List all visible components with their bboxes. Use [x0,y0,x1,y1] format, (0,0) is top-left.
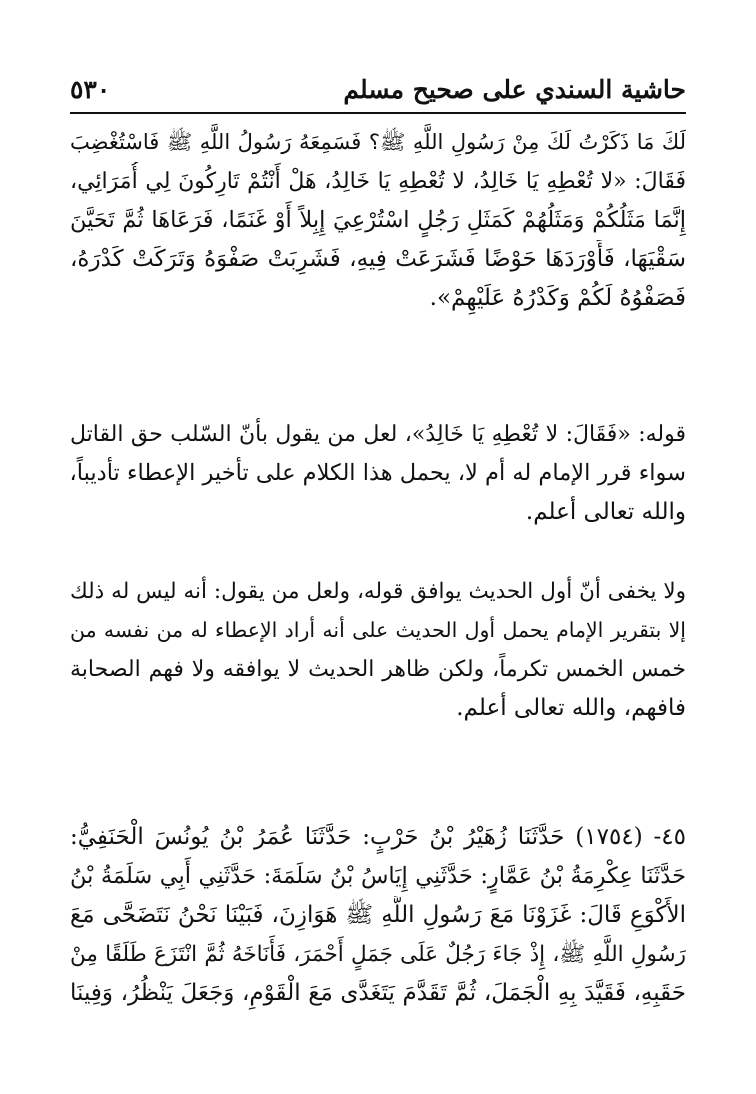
hadith-1754 [70,818,686,1013]
text-line: حَدَّثَنَا عِكْرِمَةُ بْنُ عَمَّارٍ: حَدَّثَنِي إِيَاسُ بْنُ سَلَمَةَ: حَدَّثَنِي أَبِي سَلَمَةُ بْنُ [70,863,686,889]
text-line: سَقْيَهَا، فَأَوْرَدَهَا حَوْضًا فَشَرَعَتْ فِيهِ، فَشَرِبَتْ صَفْوَهُ وَتَرَكَتْ كَدْرَهُ، [70,246,686,272]
text-line: فَصَفْوُهُ لَكُمْ وَكَدْرُهُ عَلَيْهِمْ». [429,285,686,311]
text-line: الأَكْوَعِ قَالَ: غَزَوْنَا مَعَ رَسُولِ اللَّهِ ﷺ هَوَازِنَ، فَبَيْنَا نَحْنُ نَتَضَحَّى مَعَ [70,902,686,928]
text-line: لَكَ مَا ذَكَرْتُ لَكَ مِنْ رَسُولِ اللَّهِ ﷺ؟ فَسَمِعَهُ رَسُولُ اللَّهِ ﷺ فَاسْتُغْضِبَ [70,130,686,154]
page-header [70,66,686,114]
commentary-paragraph-2 [70,572,686,728]
hadith-continuation [70,123,686,318]
text-line: فافهم، والله تعالى أعلم. [456,695,686,721]
page-number: ٥٣٠ [70,74,111,104]
text-line: إلا بتقرير الإمام يحمل أول الحديث على أنه أراد الإعطاء له من نفسه من [70,618,686,642]
text-line: رَسُولِ اللَّهِ ﷺ، إِذْ جَاءَ رَجُلٌ عَلَى جَمَلٍ أَحْمَرَ، فَأَنَاخَهُ ثُمَّ انْتَزَعَ طَلَقًا مِنْ [70,942,686,967]
text-line: إِنَّمَا مَثَلُكُمْ وَمَثَلُهُمْ كَمَثَلِ رَجُلٍ اسْتُرْعِيَ إِبِلاً أَوْ غَنَمًا، فَرَعَاهَا ثُمَّ تَحَيَّنَ [70,207,686,233]
text-line: فَقَالَ: «لا تُعْطِهِ يَا خَالِدُ، لا تُعْطِهِ يَا خَالِدُ، هَلْ أَنْتُمْ تَارِكُونَ لِي أُمَرَائِي، [70,169,686,194]
running-title: حاشية السندي على صحيح مسلم [343,74,686,104]
commentary-paragraph-1 [70,415,686,532]
text-line: حَقَبِهِ، فَقَيَّدَ بِهِ الْجَمَلَ، ثُمَّ تَقَدَّمَ يَتَغَدَّى مَعَ الْقَوْمِ، وَجَعَلَ يَنْظُرُ، وَفِينَا [70,980,686,1006]
text-line: خمس الخمس تكرماً، ولكن ظاهر الحديث لا يوافقه ولا فهم الصحابة [70,657,686,682]
text-line: ٤٥- (١٧٥٤) حَدَّثَنَا زُهَيْرُ بْنُ حَرْبٍ: حَدَّثَنَا عُمَرُ بْنُ يُونُسَ الْحَنَفِيُّ: [70,824,686,850]
text-line: سواء قرر الإمام له أم لا، يحمل هذا الكلام على تأخير الإعطاء تأديباً، [70,460,686,486]
text-line: قوله: «فَقَالَ: لا تُعْطِهِ يَا خَالِدُ»، لعل من يقول بأنّ السّلب حق القاتل [70,422,686,447]
text-line: ولا يخفى أنّ أول الحديث يوافق قوله، ولعل من يقول: أنه ليس له ذلك [70,579,686,604]
text-line: والله تعالى أعلم. [525,499,686,525]
